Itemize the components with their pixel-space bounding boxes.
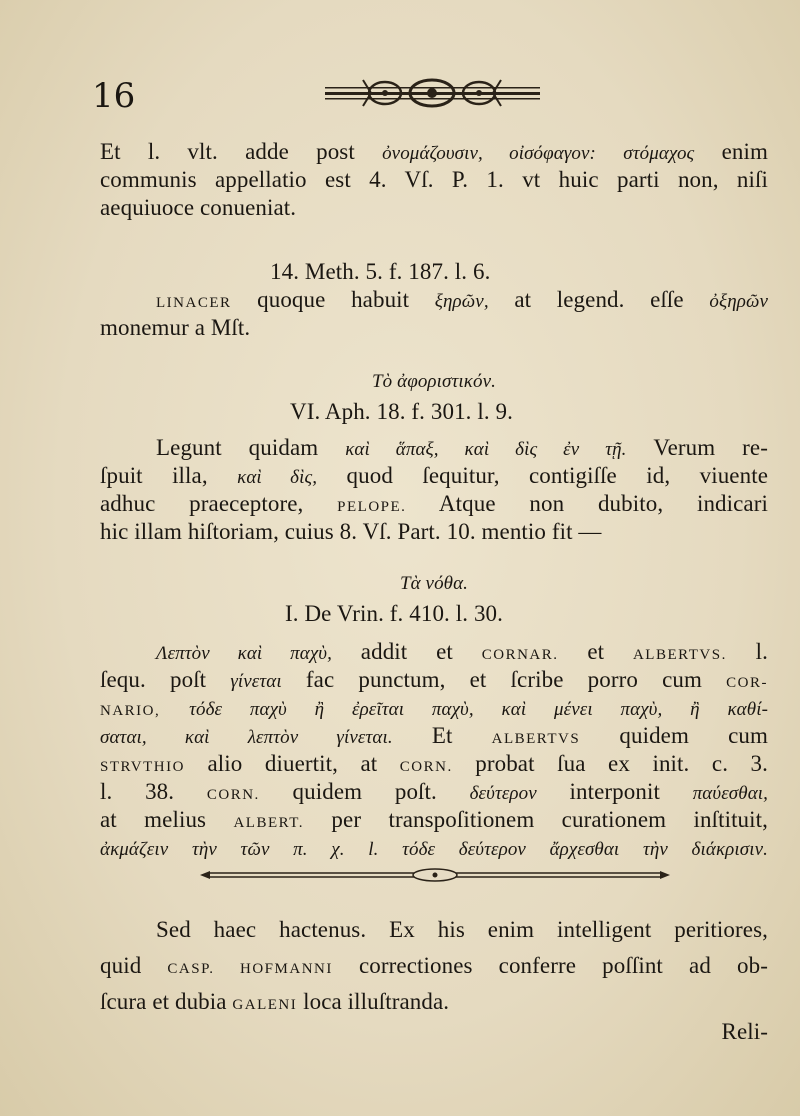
text-line <box>100 694 768 725</box>
latin-text: quid <box>100 953 168 978</box>
greek-text: παύεσθαι, <box>692 783 768 804</box>
small-caps-name: STRVTHIO <box>100 759 185 775</box>
latin-text: enim <box>694 139 768 164</box>
latin-text: et <box>558 639 633 664</box>
small-caps-name: CORN. <box>206 787 260 803</box>
small-caps-name: ALBERT. <box>233 815 305 831</box>
text-line <box>100 138 768 168</box>
latin-text: hic illam hiſtoriam, cuius 8. Vſ. Part. 10. mentio fit — <box>100 519 602 544</box>
latin-text: per transpoſitionem curationem inſtituit, <box>304 807 768 832</box>
small-caps-name: ALBERTVS. <box>632 647 727 663</box>
greek-text: ὀξηρῶν <box>709 291 768 312</box>
latin-text: communis appellatio est 4. Vſ. P. 1. vt huic parti non, niſi <box>100 167 768 192</box>
latin-text: at legend. eſſe <box>488 287 710 312</box>
latin-text: l. <box>726 639 768 664</box>
greek-text: ἀκμάζειν τὴν τῶν π. χ. l. τόδε δεύτερον ἄρχεσθαι τὴν διάκρισιν. <box>100 839 768 860</box>
text-line <box>100 314 768 342</box>
catchword: Reli- <box>721 1019 768 1044</box>
latin-text: correctiones conferre poſſint ad ob- <box>332 953 768 978</box>
latin-text: interponit <box>536 779 693 804</box>
greek-text: σαται, καὶ λεπτὸν γίνεται. <box>100 727 393 748</box>
latin-text: quod ſequitur, contigiſſe id, viuente <box>317 463 768 488</box>
text-line <box>100 834 768 864</box>
text-line <box>100 462 768 492</box>
latin-text: monemur a Mſt. <box>100 315 251 340</box>
greek-text: καὶ δὶς, <box>237 467 318 488</box>
small-caps-name: NARIO, <box>100 703 161 719</box>
small-caps-name: CASP. HOFMANNI <box>167 961 333 977</box>
text-line <box>156 286 768 317</box>
latin-text: VI. Aph. 18. f. 301. l. 9. <box>290 399 514 424</box>
latin-text: fac punctum, et ſcribe porro cum <box>281 667 727 692</box>
text-line <box>100 806 768 837</box>
small-caps-name: GALENI <box>232 997 298 1013</box>
text-line <box>285 600 768 628</box>
latin-text <box>160 695 189 720</box>
text-line <box>290 398 768 426</box>
text-line <box>100 490 768 521</box>
greek-text: γίνεται <box>230 671 282 692</box>
greek-text: ξηρῶν, <box>434 291 489 312</box>
text-line <box>100 518 768 546</box>
greek-text: τόδε παχὺ ἢ ἐρεῖται παχὺ, καὶ μένει παχὺ, ἢ καθί- <box>189 699 768 720</box>
latin-text: ſequ. poſt <box>100 667 231 692</box>
latin-text: quidem cum <box>580 723 769 748</box>
text-line <box>156 638 768 669</box>
latin-text: addit et <box>331 639 482 664</box>
greek-text: Λεπτὸν καὶ παχὺ, <box>156 643 332 664</box>
page-number: 16 <box>92 76 136 116</box>
latin-text: Et <box>392 723 492 748</box>
small-caps-name: COR- <box>726 675 768 691</box>
latin-text: I. De Vrin. f. 410. l. 30. <box>285 601 503 626</box>
latin-text: loca illuſtranda. <box>297 989 450 1014</box>
small-caps-name: ALBERTVS <box>491 731 581 747</box>
latin-text: Et l. vlt. adde post <box>100 139 383 164</box>
text-line <box>100 166 768 194</box>
greek-text: στόμαχος <box>623 143 695 164</box>
greek-text: Τὸ ἀφοριστικόν. <box>372 371 496 392</box>
latin-text: quoque habuit <box>231 287 435 312</box>
greek-text: δεύτερον <box>469 783 537 804</box>
latin-text: Legunt quidam <box>156 435 346 460</box>
text-line <box>156 434 768 464</box>
text-line <box>270 258 768 286</box>
text-line <box>100 366 768 396</box>
latin-text: ſpuit illa, <box>100 463 238 488</box>
small-caps-name: PELOPE. <box>337 499 407 515</box>
latin-text: adhuc praeceptore, <box>100 491 338 516</box>
text-line <box>100 568 768 598</box>
latin-text: quidem poſt. <box>259 779 470 804</box>
text-line <box>100 952 768 983</box>
latin-text: Atque non dubito, indicari <box>406 491 768 516</box>
text-line <box>100 750 768 781</box>
text-line <box>100 778 768 809</box>
small-caps-name: CORNAR. <box>481 647 559 663</box>
latin-text <box>596 139 623 164</box>
section-divider-rule <box>200 868 670 882</box>
headpiece-ornament <box>325 76 540 110</box>
latin-text: aequiuoce conueniat. <box>100 195 297 220</box>
greek-text: ὀνομάζουσιν, οἰσόφαγον: <box>382 143 596 164</box>
latin-text: ſcura et dubia <box>100 989 233 1014</box>
latin-text: at melius <box>100 807 234 832</box>
small-caps-name: LINACER <box>156 295 232 311</box>
latin-text: 14. Meth. 5. f. 187. l. 6. <box>270 259 491 284</box>
greek-text: καὶ ἅπαξ, καὶ δὶς ἐν τῇ. <box>345 439 627 460</box>
latin-text: l. 38. <box>100 779 207 804</box>
text-line <box>156 916 768 944</box>
latin-text: alio diuertit, at <box>184 751 400 776</box>
text-line <box>100 988 768 1019</box>
latin-text: Sed haec hactenus. Ex his enim intelligent peritiores, <box>156 917 768 942</box>
greek-text: Τὰ νόθα. <box>399 573 469 594</box>
latin-text: Verum re- <box>626 435 768 460</box>
text-line <box>100 194 768 222</box>
text-line <box>100 666 768 697</box>
text-line <box>100 722 768 753</box>
small-caps-name: CORN. <box>399 759 453 775</box>
latin-text: probat ſua ex init. c. 3. <box>452 751 769 776</box>
